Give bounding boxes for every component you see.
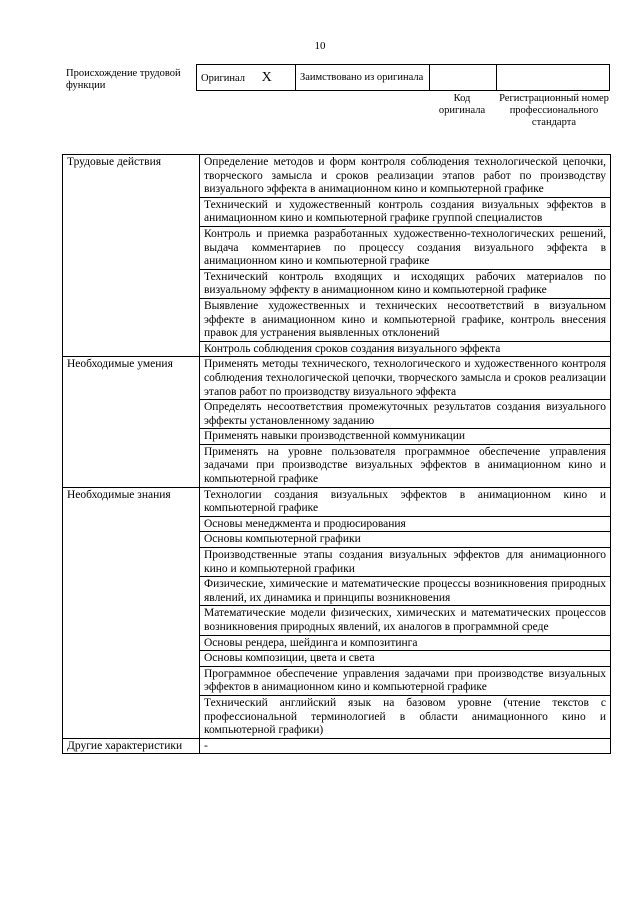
table-row (63, 738, 611, 754)
origin-label: Происхождение трудовой функции (66, 68, 181, 91)
item-text: Контроль соблюдения сроков создания визуального эффекта (200, 341, 611, 357)
code-caption: Код оригинала (438, 93, 486, 116)
item-text: Определение методов и форм контроля соблюдения технологической цепочки, творческого замысла и сроков реализации этапов работ по производству визуального эффекта в анимационном кино и компьютерной графике (200, 155, 611, 198)
item-text: Производственные этапы создания визуальных эффектов для анимационного кино и компьютерной графики (200, 548, 611, 577)
item-text: Программное обеспечение управления задачами при производстве визуальных эффектов в анимационном кино и компьютерной графике (200, 666, 611, 695)
table-row (63, 487, 611, 516)
original-cell (197, 65, 296, 91)
item-text: Выявление художественных и технических несоответствий в визуальном эффекте в анимационном кино и компьютерной графике, контроль внесения правок для устранения выявленных отклонений (200, 298, 611, 341)
item-text: Основы рендера, шейдинга и композитинга (200, 635, 611, 651)
item-text: Применять на уровне пользователя программное обеспечение управления задачами при производстве визуальных эффектов в анимационном кино и компьютерной графике (200, 444, 611, 487)
reg-cell (497, 65, 610, 91)
category-label: Необходимые умения (63, 357, 200, 487)
reg-caption: Регистрационный номер профессионального стандарта (499, 93, 609, 128)
page-number: 10 (314, 40, 326, 52)
origin-table (196, 64, 610, 91)
function-table (62, 154, 611, 754)
original-label: Оригинал (201, 72, 245, 84)
item-text: - (200, 738, 611, 754)
item-text: Основы компьютерной графики (200, 532, 611, 548)
code-cell (430, 65, 497, 91)
borrowed-cell (296, 65, 430, 91)
item-text: Математические модели физических, химических и математических процессов возникновения природных явлений, их аналогов в программной среде (200, 606, 611, 635)
item-text: Применять методы технического, технологического и художественного контроля соблюдения технологической цепочки, творческого замысла и сроков реализации этапов работ по производству визуального эффекта (200, 357, 611, 400)
item-text: Основы менеджмента и продюсирования (200, 516, 611, 532)
item-text: Технический английский язык на базовом уровне (чтение текстов с профессиональной терминологией в области анимационного кино и компьютерной графики) (200, 695, 611, 738)
item-text: Применять навыки производственной коммуникации (200, 429, 611, 445)
item-text: Технический контроль входящих и исходящих рабочих материалов по визуальному эффекту в анимационном кино и компьютерной графике (200, 269, 611, 298)
item-text: Физические, химические и математические процессы возникновения природных явлений, их динамика и принципы возникновения (200, 577, 611, 606)
table-row (63, 155, 611, 198)
category-label: Необходимые знания (63, 487, 200, 738)
item-text: Технический и художественный контроль создания визуальных эффектов в анимационном кино и компьютерной графике группой специалистов (200, 197, 611, 226)
item-text: Основы композиции, цвета и света (200, 651, 611, 667)
item-text: Технологии создания визуальных эффектов в анимационном кино и компьютерной графике (200, 487, 611, 516)
original-mark: X (261, 69, 272, 85)
category-label: Другие характеристики (63, 738, 200, 754)
table-row (63, 357, 611, 400)
item-text: Определять несоответствия промежуточных результатов создания визуального эффекты установленному заданию (200, 400, 611, 429)
borrowed-label: Заимствовано из оригинала (300, 72, 424, 83)
item-text: Контроль и приемка разработанных художественно-технологических решений, выдача комментариев по процессу создания визуального эффекта в анимационном кино и компьютерной графике (200, 226, 611, 269)
category-label: Трудовые действия (63, 155, 200, 357)
